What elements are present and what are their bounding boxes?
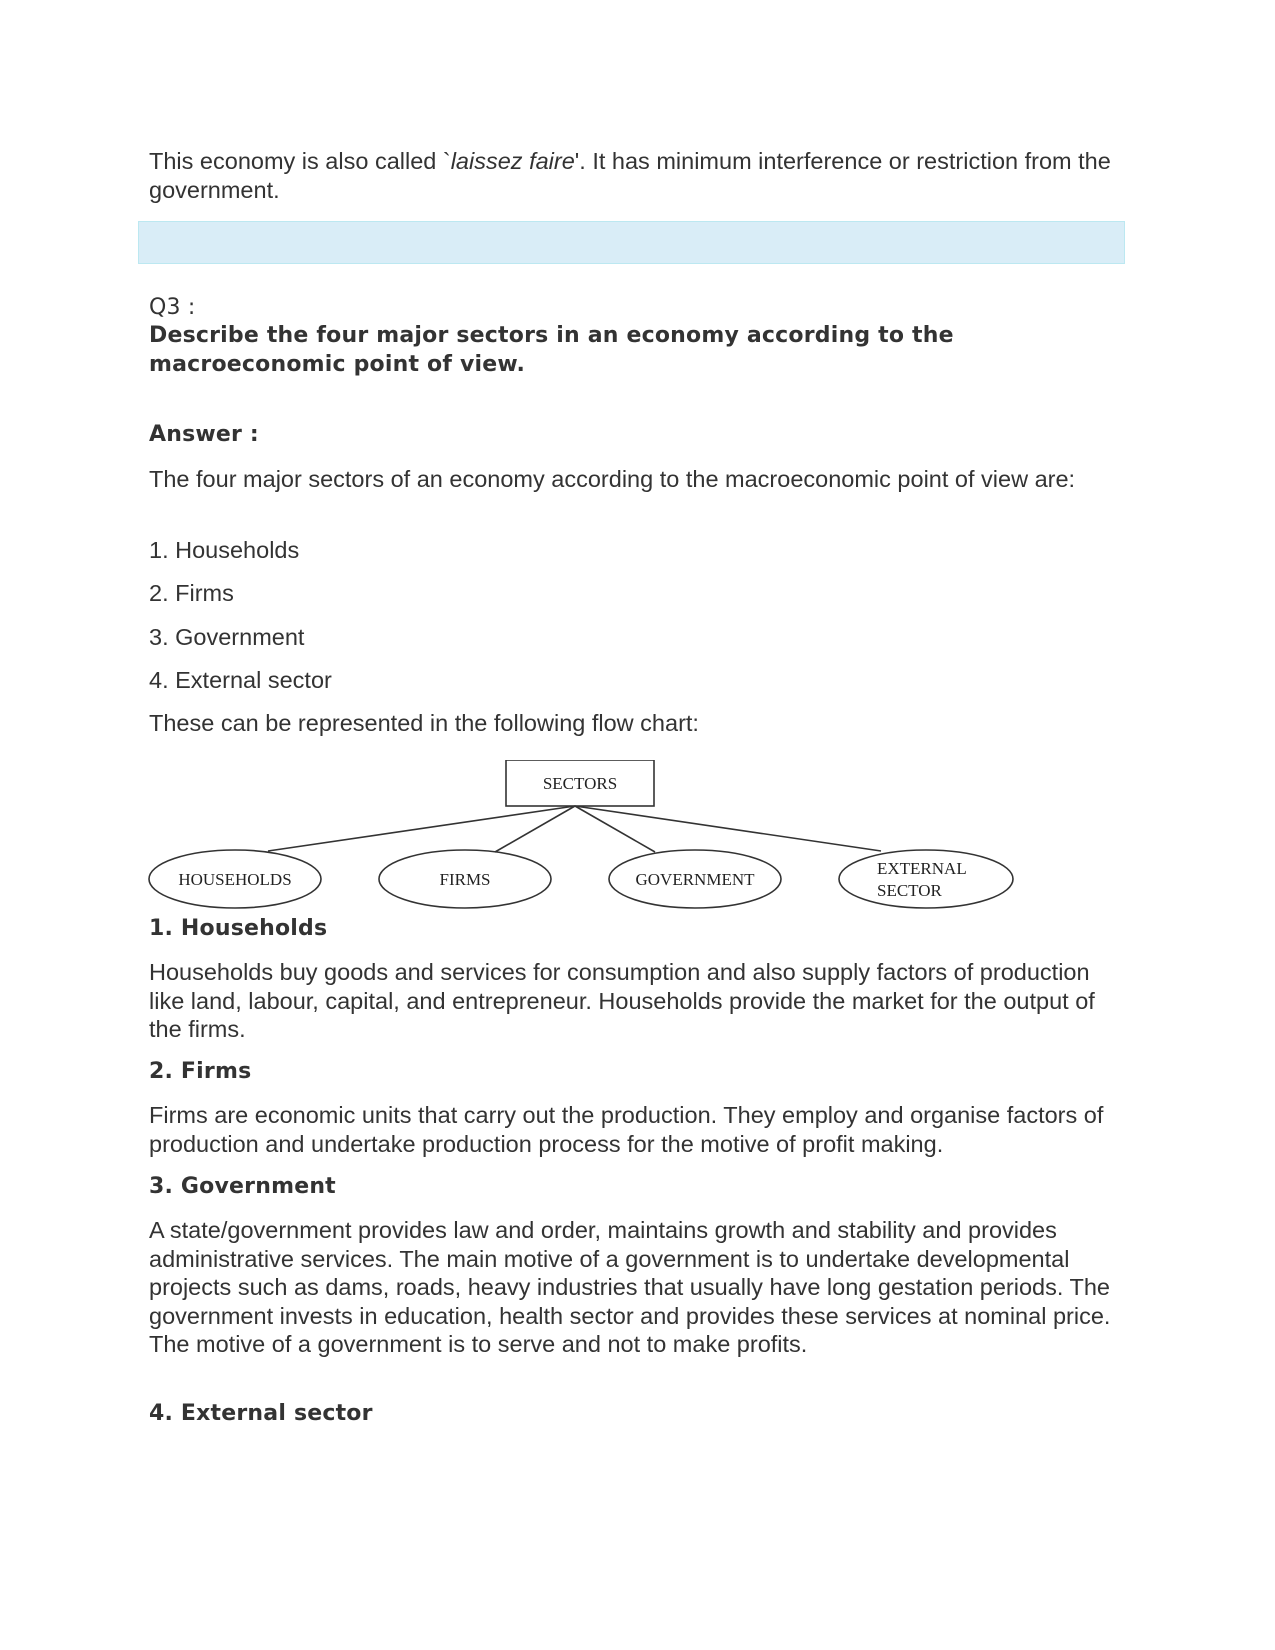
connector-line xyxy=(575,806,881,851)
question-text: Describe the four major sectors in an economy according to the macroeconomic point of view. xyxy=(149,323,954,377)
section-body: Firms are economic units that carry out the production. They employ and organise factors of production and undertake production process for the motive of profit making. xyxy=(149,1102,1104,1157)
section-body: Households buy goods and services for consumption and also supply factors of production like land, labour, capital, and entrepreneur. Households provide the market for the output of the firms. xyxy=(149,959,1095,1042)
answer-label: Answer : xyxy=(149,422,259,447)
list-item: 3. Government xyxy=(149,624,305,650)
info-banner xyxy=(138,221,1125,264)
list-item: 1. Households xyxy=(149,537,300,563)
section-heading: 1. Households xyxy=(149,916,328,941)
list-item: 2. Firms xyxy=(149,580,234,606)
intro-text-before: This economy is also called ` xyxy=(149,148,451,174)
section-heading: 3. Government xyxy=(149,1174,336,1199)
households-node-label: HOUSEHOLDS xyxy=(178,870,292,889)
sectors-root-label: SECTORS xyxy=(542,774,618,793)
section-heading: 2. Firms xyxy=(149,1059,252,1084)
connector-line xyxy=(575,806,655,852)
sectors-flow-chart xyxy=(140,760,1020,915)
answer-lead: The four major sectors of an economy according to the macroeconomic point of view are: xyxy=(149,466,1076,492)
question-label: Q3 : xyxy=(149,295,196,320)
firms-node-label: FIRMS xyxy=(439,870,491,889)
connector-line xyxy=(268,806,575,851)
intro-italic-term: laissez faire xyxy=(450,148,575,174)
section-heading: 4. External sector xyxy=(149,1401,373,1426)
intro-paragraph xyxy=(149,147,1124,204)
sector-node-label: SECTOR xyxy=(877,881,942,900)
intro-text-after: '. It has minimum interference or restriction from the government. xyxy=(149,148,1111,203)
connector-line xyxy=(495,806,575,852)
government-node-label: GOVERNMENT xyxy=(635,870,755,889)
external-node-label: EXTERNAL xyxy=(877,859,967,878)
list-item: 4. External sector xyxy=(149,667,332,693)
chart-intro: These can be represented in the following flow chart: xyxy=(149,710,699,736)
section-body: A state/government provides law and order, maintains growth and stability and provides administrative services. The main motive of a government is to undertake developmental projects such as dams, roads, heavy industries that usually have long gestation periods. The government invests in education, health sector and provides these services at nominal price. The motive of a government is to serve and not to make profits. xyxy=(149,1217,1111,1357)
